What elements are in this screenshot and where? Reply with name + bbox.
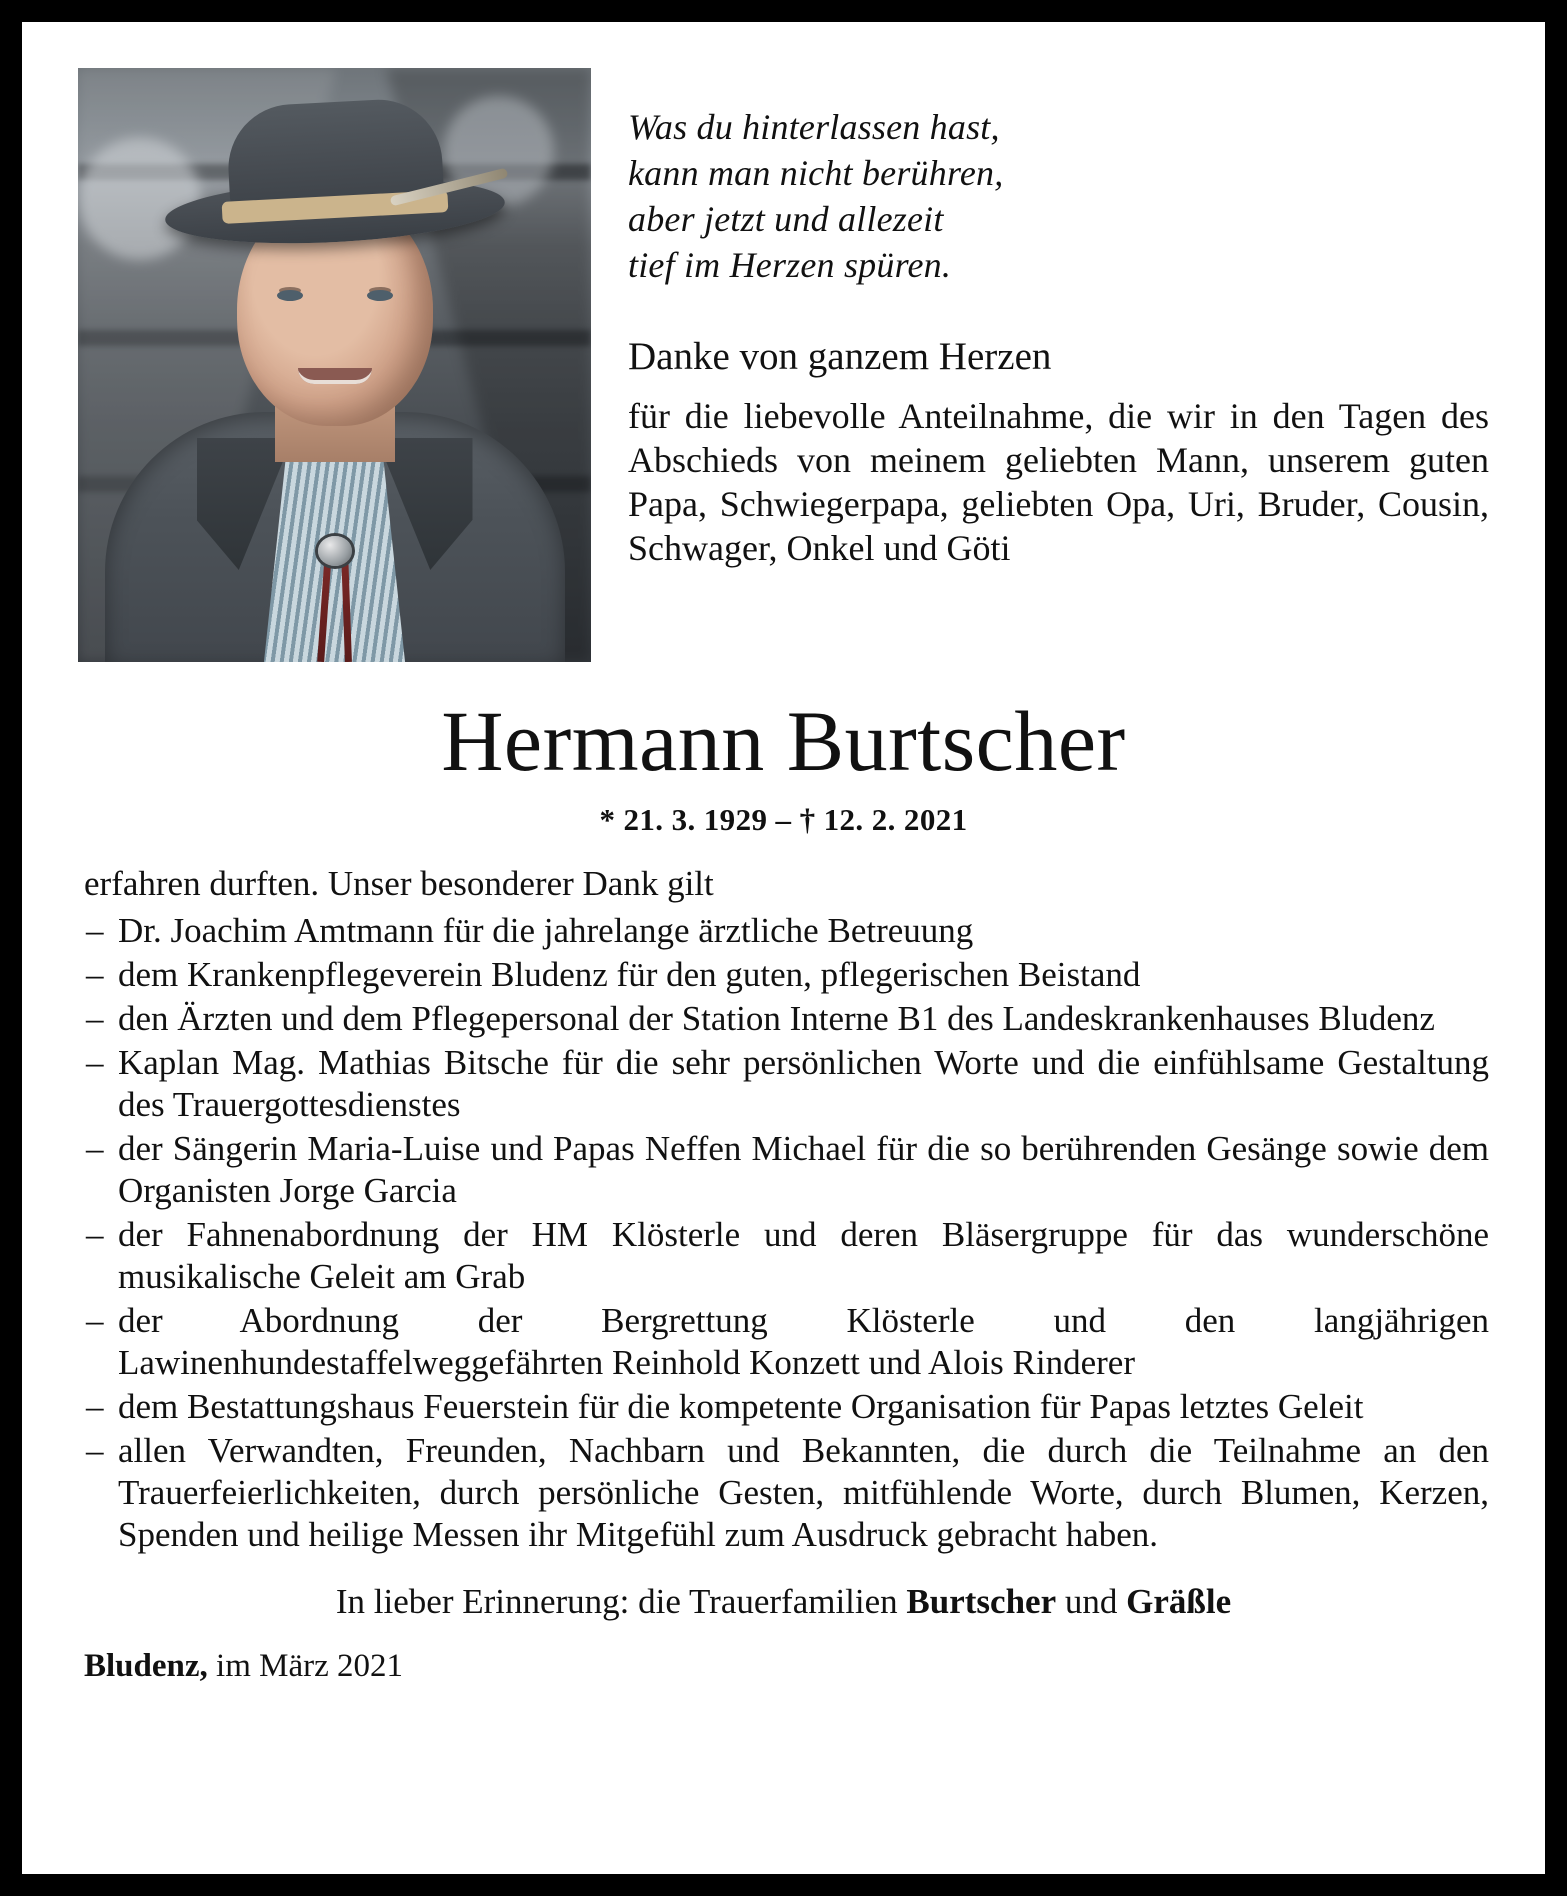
photo-eye-left	[277, 290, 303, 301]
photo-figure	[125, 102, 545, 662]
deceased-name: Hermann Burtscher	[441, 693, 1126, 789]
thanks-heading: Danke von ganzem Herzen	[628, 335, 1052, 379]
verse-line-4: tief im Herzen spüren.	[628, 245, 952, 286]
verse-line-2: kann man nicht berühren,	[628, 153, 1004, 194]
list-item: – der Abordnung der Bergrettung Klösterle und den langjährigen Lawinenhundestaffelweggefährten Reinhold Konzett und Alois Rinderer	[78, 1300, 1489, 1384]
list-item: – dem Krankenpflegeverein Bludenz für den guten, pflegerischen Beistand	[78, 954, 1489, 996]
thanks-intro-text: für die liebevolle Anteilnahme, die wir in den Tagen des Abschieds von meinem geliebten Mann, unserem guten Papa, Schwiegerpapa, geliebten Opa, Uri, Bruder, Cousin, Schwager, Onkel und Göti	[628, 396, 1489, 568]
photo-bolo-tie	[318, 536, 352, 566]
verse-line-1: Was du hinterlassen hast,	[628, 107, 1000, 147]
closing-line	[78, 1582, 1489, 1622]
family-name-1: Burtscher	[906, 1582, 1057, 1622]
place-name: Bludenz,	[84, 1648, 208, 1685]
list-item: – der Sängerin Maria-Luise und Papas Neffen Michael für die so berührenden Gesänge sowie dem Organisten Jorge Garcia	[78, 1128, 1489, 1212]
life-dates: * 21. 3. 1929 – † 12. 2. 2021	[599, 802, 968, 838]
list-item: – Kaplan Mag. Mathias Bitsche für die sehr persönlichen Worte und die einfühlsame Gestaltung des Trauergottesdienstes	[78, 1042, 1489, 1126]
closing-prefix: In lieber Erinnerung: die Trauerfamilien	[335, 1582, 907, 1622]
notice-header-area	[78, 68, 1489, 662]
list-item: – allen Verwandten, Freunden, Nachbarn und Bekannten, die durch die Teilnahme an den Trauerfeierlichkeiten, durch persönliche Gesten, mitfühlende Worte, durch Blumen, Kerzen, Spenden und heilige Messen ihr Mitgefühl zum Ausdruck gebracht haben.	[78, 1430, 1489, 1556]
family-name-2: Gräßle	[1126, 1582, 1232, 1622]
list-item: – den Ärzten und dem Pflegepersonal der Station Interne B1 des Landeskrankenhauses Bludenz	[78, 998, 1489, 1040]
list-item: – Dr. Joachim Amtmann für die jahrelange ärztliche Betreuung	[78, 910, 1489, 952]
photo-mouth	[298, 368, 372, 384]
closing-join: und	[1056, 1582, 1127, 1622]
verse-line-3: aber jetzt und allezeit	[628, 199, 944, 240]
thanks-lead-text: erfahren durften. Unser besonderer Dank gilt	[84, 864, 714, 904]
portrait-container	[78, 68, 598, 662]
notice-inner	[22, 22, 1545, 1874]
portrait-photo	[78, 68, 591, 662]
place-date: im März 2021	[207, 1648, 404, 1685]
header-text-column	[598, 68, 1489, 571]
list-item: – dem Bestattungshaus Feuerstein für die kompetente Organisation für Papas letztes Geleit	[78, 1386, 1489, 1428]
thanks-list	[78, 910, 1489, 1556]
place-and-date	[78, 1648, 1489, 1685]
memorial-verse	[628, 104, 1489, 288]
list-item: – der Fahnenabordnung der HM Klösterle und deren Bläsergruppe für das wunderschöne musikalische Geleit am Grab	[78, 1214, 1489, 1298]
photo-eye-right	[367, 290, 393, 301]
